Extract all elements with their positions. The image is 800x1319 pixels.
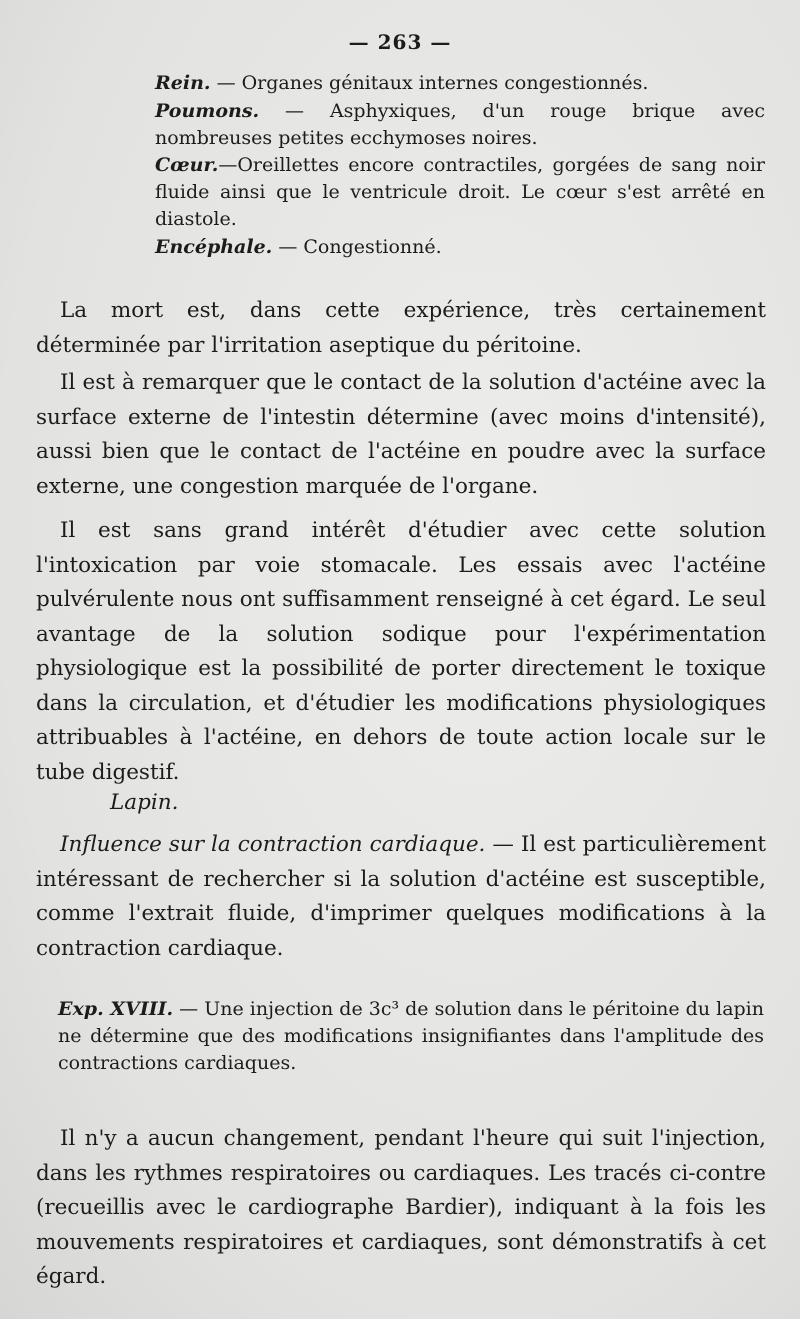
observation-text: — Organes génitaux internes congestionnés.: [210, 72, 649, 94]
page-number: — 263 —: [348, 30, 452, 54]
paragraph-3: Il est sans grand intérêt d'étudier avec cette solution l'intoxication par voie stomacale. Les essais avec l'actéine pulvérulente nous ont suffisamment renseigné à cet égard. Le seul avantage de la solution sodique pour l'expérimentation physiologique est la possibilité de porter directement le toxique dans la circulation, et d'étudier les modifications physiologiques attribuables à l'actéine, en dehors de toute action locale sur le tube digestif.: [36, 518, 766, 785]
observation-encephale: [155, 234, 765, 261]
observation-label: Encéphale.: [155, 236, 273, 258]
observation-poumons: [155, 98, 765, 152]
experiment-text: — Une injection de 3c³ de solution dans le péritoine du lapin ne détermine que des modifications insignifiantes dans l'amplitude des contractions cardiaques.: [58, 998, 764, 1074]
observation-label: Poumons.: [155, 100, 260, 122]
observation-label: Rein.: [155, 72, 211, 94]
observation-text: — Asphyxiques, d'un rouge brique avec nombreuses petites ecchymoses noires.: [155, 100, 765, 149]
observation-text: —Oreillettes encore contractiles, gorgées de sang noir fluide ainsi que le ventricule droit. Le cœur s'est arrêté en diastole.: [155, 154, 765, 230]
paragraph-1: La mort est, dans cette expérience, très certainement déterminée par l'irritation aseptique du péritoine.: [36, 298, 766, 358]
observation-label: Cœur.: [155, 154, 219, 176]
paragraph-2: Il est à remarquer que le contact de la solution d'actéine avec la surface externe de l'intestin détermine (avec moins d'intensité), aussi bien que le contact de l'actéine en poudre avec la surface externe, une congestion marquée de l'organe.: [36, 370, 766, 499]
influence-label: Influence sur la contraction cardiaque.: [60, 832, 486, 857]
observation-rein: [155, 70, 765, 97]
observation-coeur: [155, 152, 765, 233]
observation-text: — Congestionné.: [272, 236, 442, 258]
section-heading-lapin: Lapin.: [110, 790, 179, 815]
paragraph-4-text: — Il est particulièrement intéressant de rechercher si la solution d'actéine est susceptible, comme l'extrait fluide, d'imprimer quelques modifications à la contraction cardiaque.: [36, 832, 766, 961]
paragraph-4: [36, 828, 766, 966]
experiment-label: Exp. XVIII.: [58, 998, 174, 1020]
experiment-xviii: [58, 996, 764, 1077]
paragraph-5: Il n'y a aucun changement, pendant l'heure qui suit l'injection, dans les rythmes respiratoires ou cardiaques. Les tracés ci-contre (recueillis avec le cardiographe Bardier), indiquant à la fois les mouvements respiratoires et cardiaques, sont démonstratifs à cet égard.: [36, 1126, 766, 1289]
